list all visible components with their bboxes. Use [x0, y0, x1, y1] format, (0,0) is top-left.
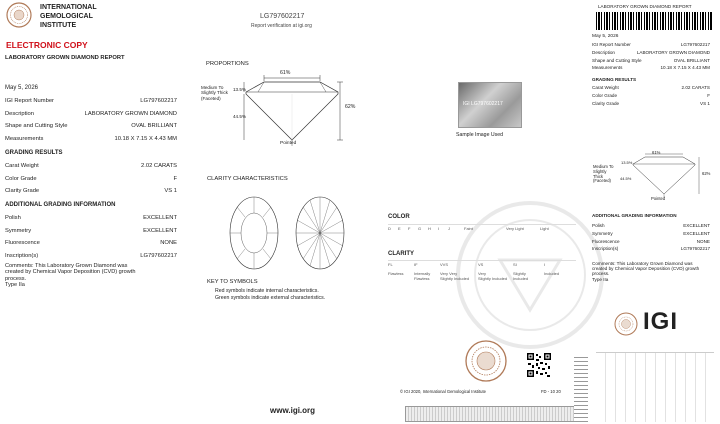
- right-girdle-line3: Thick: [593, 173, 604, 179]
- grading-results-title: GRADING RESULTS: [5, 150, 63, 156]
- right-crown-percent: 13.5%: [621, 160, 633, 165]
- key-line-internal: Red symbols indicate internal characteristics.: [215, 288, 319, 294]
- info-value: F: [707, 92, 710, 98]
- info-label: Polish: [5, 215, 21, 221]
- brand-name-line1: INTERNATIONAL: [40, 4, 97, 11]
- center-report-number: LG797602217: [260, 13, 305, 20]
- info-row: [592, 50, 710, 55]
- info-row: [5, 228, 177, 234]
- clarity-grade-cell: VS: [478, 262, 484, 267]
- info-label: Description: [5, 110, 34, 117]
- info-label: Measurements: [592, 65, 623, 71]
- right-report-title: LABORATORY GROWN DIAMOND REPORT: [598, 4, 692, 9]
- qr-code[interactable]: [526, 352, 552, 378]
- info-value: NONE: [160, 240, 177, 246]
- report-date: May 5, 2026: [5, 85, 39, 91]
- clarity-grade-cell: VVS: [440, 262, 449, 267]
- color-scale-title: COLOR: [388, 214, 410, 220]
- color-grade-cell: D: [388, 226, 391, 231]
- right-girdle-line2: Slightly: [593, 168, 607, 174]
- culet-label: Pointed: [280, 141, 297, 146]
- website-link[interactable]: www.igi.org: [270, 406, 316, 415]
- info-label: Inscription(s): [592, 246, 619, 252]
- info-label: Measurements: [5, 135, 44, 142]
- report-title: LABORATORY GROWN DIAMOND REPORT: [5, 55, 125, 61]
- color-grade-cell: E: [398, 226, 401, 231]
- info-value: LG797602217: [680, 246, 710, 252]
- info-value: EXCELLENT: [143, 215, 177, 221]
- right-seal-logo: [614, 312, 638, 336]
- clarity-plot-crown: [228, 195, 280, 271]
- info-label: Color Grade: [5, 175, 37, 182]
- clarity-word-cell: Internally: [414, 271, 431, 276]
- right-pavilion-percent: 44.5%: [620, 176, 632, 181]
- info-label: Color Grade: [592, 92, 618, 98]
- clarity-word-cell: Slightly Included: [478, 276, 508, 281]
- color-grade-cell: J: [448, 226, 450, 231]
- sample-image: [458, 82, 522, 128]
- right-comments-line3: process.: [592, 271, 610, 277]
- right-girdle-line1: Medium To: [593, 164, 614, 169]
- right-date: May 5, 2026: [592, 34, 619, 39]
- info-row: [5, 188, 177, 194]
- color-grade-cell: I: [438, 226, 440, 231]
- info-label: Carat Weight: [592, 85, 619, 90]
- right-logo-text: IGI: [643, 308, 679, 335]
- info-value: OVAL BRILLIANT: [673, 57, 710, 63]
- info-row: [592, 58, 710, 63]
- color-scale-line: [388, 224, 576, 225]
- clarity-word-cell: Slightly Included: [440, 276, 470, 281]
- info-value: EXCELLENT: [683, 223, 710, 228]
- clarity-word-cell: Very Very: [440, 271, 458, 276]
- info-row: [5, 240, 177, 246]
- comments-line3: process.: [5, 275, 27, 282]
- clarity-scale-line: [388, 260, 576, 261]
- info-row: [5, 253, 177, 259]
- color-grade-cell: H: [428, 226, 431, 231]
- info-value: LABORATORY GROWN DIAMOND: [84, 110, 177, 117]
- right-depth-percent: 62%: [702, 171, 711, 176]
- clarity-grade-cell: FL: [388, 262, 393, 267]
- info-value: F: [173, 175, 177, 182]
- clarity-word-cell: Included: [513, 276, 529, 281]
- info-value: OVAL BRILLIANT: [131, 123, 177, 129]
- pavilion-percent: 44.5%: [233, 114, 247, 119]
- sample-image-caption: Sample Image Used: [456, 132, 503, 138]
- info-row: [5, 163, 177, 169]
- bottom-security-strip: [405, 406, 575, 422]
- girdle-line3: (Faceted): [201, 95, 221, 101]
- clarity-characteristics-title: CLARITY CHARACTERISTICS: [207, 176, 288, 182]
- report-verification-link[interactable]: Report verification at igi.org: [251, 23, 312, 29]
- right-culet-label: Pointed: [651, 196, 666, 201]
- comments-line2: created by Chemical Vapor Deposition (CVD) growth: [5, 269, 136, 276]
- info-label: Symmetry: [592, 230, 613, 236]
- info-value: LG797602217: [680, 42, 710, 47]
- right-girdle-description: [593, 165, 613, 184]
- comments: [5, 263, 135, 289]
- comments-line4: Type IIa: [5, 282, 25, 289]
- additional-grading-title: ADDITIONAL GRADING INFORMATION: [5, 202, 116, 208]
- right-comments-line4: Type IIa: [592, 276, 609, 282]
- info-value: 10.18 X 7.15 X 4.43 MM: [660, 65, 710, 71]
- brand-name-line2: GEMOLOGICAL: [40, 13, 93, 20]
- sample-inscription: IGI LG797602217: [463, 101, 503, 107]
- right-bottom-grid: [596, 352, 714, 422]
- proportions-title: PROPORTIONS: [206, 61, 249, 67]
- info-row: [5, 98, 177, 104]
- clarity-plot-pavilion: [294, 195, 346, 271]
- info-row: [592, 246, 710, 251]
- info-value: LG797602217: [140, 98, 177, 104]
- clarity-word-cell: Flawless: [388, 271, 404, 276]
- right-grading-title: GRADING RESULTS: [592, 77, 637, 82]
- electronic-copy-label: ELECTRONIC COPY: [6, 40, 88, 50]
- info-row: [592, 239, 710, 244]
- clarity-grade-cell: IF: [414, 262, 418, 267]
- table-percent: 61%: [280, 70, 291, 76]
- info-row: [592, 85, 710, 90]
- info-row: [592, 231, 710, 236]
- info-label: Clarity Grade: [5, 188, 40, 194]
- info-value: 10.18 X 7.15 X 4.43 MM: [114, 135, 177, 142]
- info-label: Shape and Cutting Style: [592, 57, 642, 63]
- info-label: Carat Weight: [5, 163, 39, 169]
- crown-percent: 13.5%: [233, 87, 247, 92]
- info-row: [5, 111, 177, 117]
- brand-name-line3: INSTITUTE: [40, 22, 77, 29]
- right-comments-line1: Comments: This Laboratory Grown Diamond was: [592, 261, 693, 266]
- info-label: Inscription(s): [5, 252, 39, 259]
- info-value: VS 1: [700, 100, 710, 106]
- info-value: LG797602217: [140, 252, 177, 259]
- girdle-line2: Slightly Thick: [201, 90, 228, 96]
- barcode: [596, 12, 713, 30]
- key-to-symbols-title: KEY TO SYMBOLS: [207, 279, 258, 285]
- brand-name: [40, 3, 97, 30]
- key-line-external: Green symbols indicate external characteristics.: [215, 295, 326, 301]
- comments-line1: Comments: This Laboratory Grown Diamond was: [5, 263, 128, 269]
- info-row: [5, 123, 177, 129]
- igi-seal-logo: [6, 2, 32, 28]
- clarity-word-cell: Flawless: [414, 276, 430, 281]
- info-row: [592, 93, 710, 98]
- color-grade-cell: F: [408, 226, 411, 231]
- clarity-word-cell: Slightly: [513, 271, 526, 276]
- info-label: Fluorescence: [592, 238, 620, 244]
- color-grade-cell: G: [418, 226, 422, 231]
- info-row: [5, 136, 177, 142]
- info-value: LABORATORY GROWN DIAMOND: [636, 49, 710, 55]
- info-value: EXCELLENT: [143, 227, 177, 234]
- color-word-cell: Very Light: [506, 226, 524, 231]
- color-word-cell: Light: [540, 226, 549, 231]
- right-comments: [592, 261, 699, 282]
- info-row: [592, 223, 710, 228]
- right-comments-line2: created by Chemical Vapor Deposition (CVD) growth: [592, 266, 700, 272]
- info-row: [592, 42, 710, 47]
- info-value: NONE: [696, 238, 710, 244]
- clarity-word-cell: Included: [544, 271, 560, 276]
- clarity-word-cell: Very: [478, 271, 487, 276]
- info-value: 2.02 CARATS: [141, 163, 177, 169]
- info-row: [5, 176, 177, 182]
- bottom-seal-logo: [465, 340, 507, 382]
- info-label: Symmetry: [5, 227, 32, 234]
- info-label: IGI Report Number: [5, 98, 54, 104]
- right-additional-title: ADDITIONAL GRADING INFORMATION: [592, 213, 677, 218]
- info-row: [592, 65, 710, 70]
- info-label: Shape and Cutting Style: [5, 123, 68, 129]
- form-code: FD - 10 20: [541, 389, 561, 394]
- right-side-strip: [574, 356, 588, 422]
- info-label: Polish: [592, 223, 605, 228]
- right-girdle-line4: (Faceted): [593, 178, 611, 184]
- info-value: VS 1: [164, 188, 177, 194]
- info-row: [5, 215, 177, 221]
- info-row: [592, 101, 710, 106]
- info-label: Description: [592, 49, 615, 55]
- info-value: EXCELLENT: [683, 230, 710, 236]
- clarity-grade-cell: SI: [513, 262, 517, 267]
- info-value: 2.02 CARATS: [681, 85, 710, 90]
- clarity-scale-title: CLARITY: [388, 251, 414, 257]
- info-label: IGI Report Number: [592, 42, 631, 47]
- info-label: Clarity Grade: [592, 100, 620, 106]
- girdle-line1: Medium To: [201, 85, 224, 90]
- girdle-description: [201, 85, 228, 101]
- right-table-percent: 61%: [652, 150, 661, 155]
- depth-percent: 62%: [345, 104, 356, 110]
- color-word-cell: Faint: [464, 226, 473, 231]
- info-label: Fluorescence: [5, 240, 40, 246]
- clarity-grade-cell: I: [544, 262, 546, 267]
- copyright: © IGI 2020, International Gemological Institute: [400, 389, 486, 394]
